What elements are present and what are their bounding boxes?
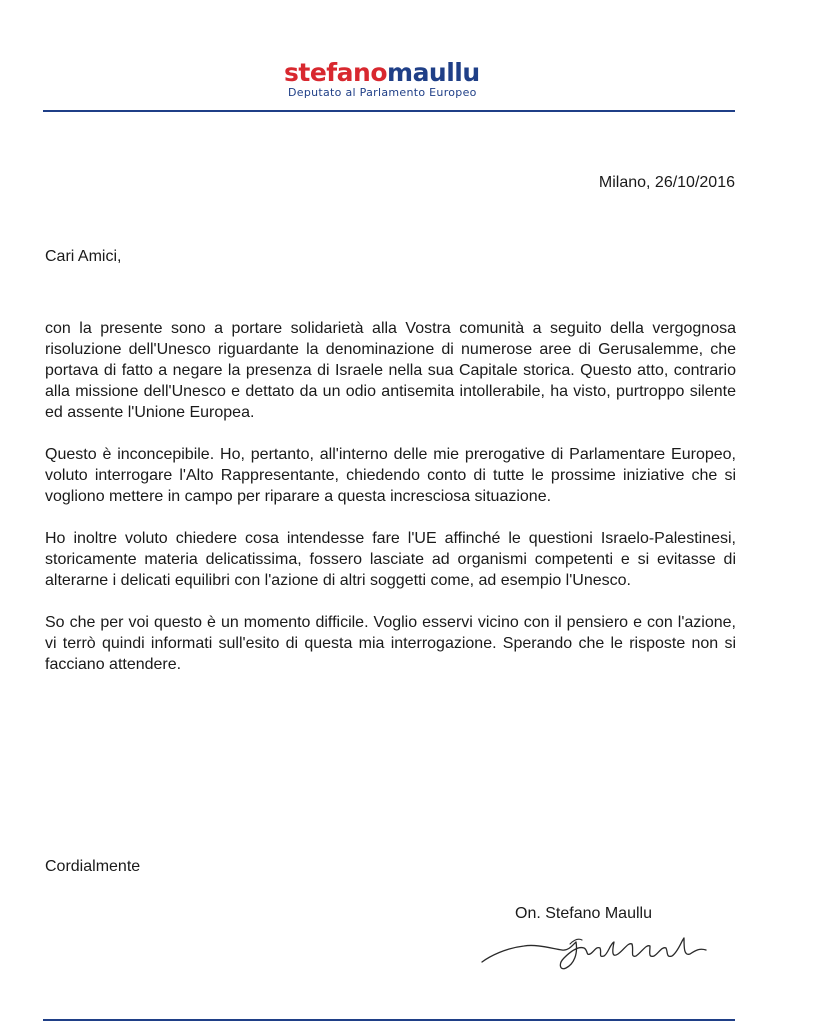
letter-body (45, 318, 736, 696)
logo-subtitle: Deputato al Parlamento Europeo (288, 86, 477, 99)
handwritten-signature (478, 928, 718, 973)
letter-date: Milano, 26/10/2016 (598, 174, 735, 191)
letterhead-logo (284, 58, 504, 99)
body-paragraph: Ho inoltre voluto chiedere cosa intendesse fare l'UE affinché le questioni Israelo-Palestinesi, storicamente materia delicatissima, fossero lasciate ad organismi competenti e si evitasse di alterarne i delicati equilibri con l'azione di altri soggetti come, ad esempio l'Unesco. (45, 530, 736, 589)
body-paragraph: Questo è inconcepibile. Ho, pertanto, all'interno delle mie prerogative di Parlamentare Europeo, voluto interrogare l'Alto Rappresentante, chiedendo conto di tutte le prossime iniziative che si vogliono mettere in campo per riparare a questa incresciosa situazione. (45, 446, 736, 505)
footer-divider (43, 1019, 735, 1021)
body-paragraph: con la presente sono a portare solidarietà alla Vostra comunità a seguito della vergognosa risoluzione dell'Unesco riguardante la denominazione di numerose aree di Gerusalemme, che portava di fatto a negare la presenza di Israele nella sua Capitale storica. Questo atto, contrario alla missione dell'Unesco e dettato da un odio antisemita intollerabile, ha visto, purtroppo silente ed assente l'Unione Europea. (45, 320, 736, 421)
logo-last-name: maullu (387, 58, 480, 87)
logo-wordmark (284, 58, 504, 88)
header-divider (43, 110, 735, 112)
letter-salutation: Cari Amici, (45, 248, 122, 265)
letter-closing: Cordialmente (45, 858, 141, 875)
signer-name: On. Stefano Maullu (515, 905, 652, 922)
logo-first-name: stefano (284, 58, 388, 87)
body-paragraph: So che per voi questo è un momento difficile. Voglio esservi vicino con il pensiero e con l'azione, vi terrò quindi informati sull'esito di questa mia interrogazione. Sperando che le risposte non si facciano attendere. (45, 614, 736, 673)
